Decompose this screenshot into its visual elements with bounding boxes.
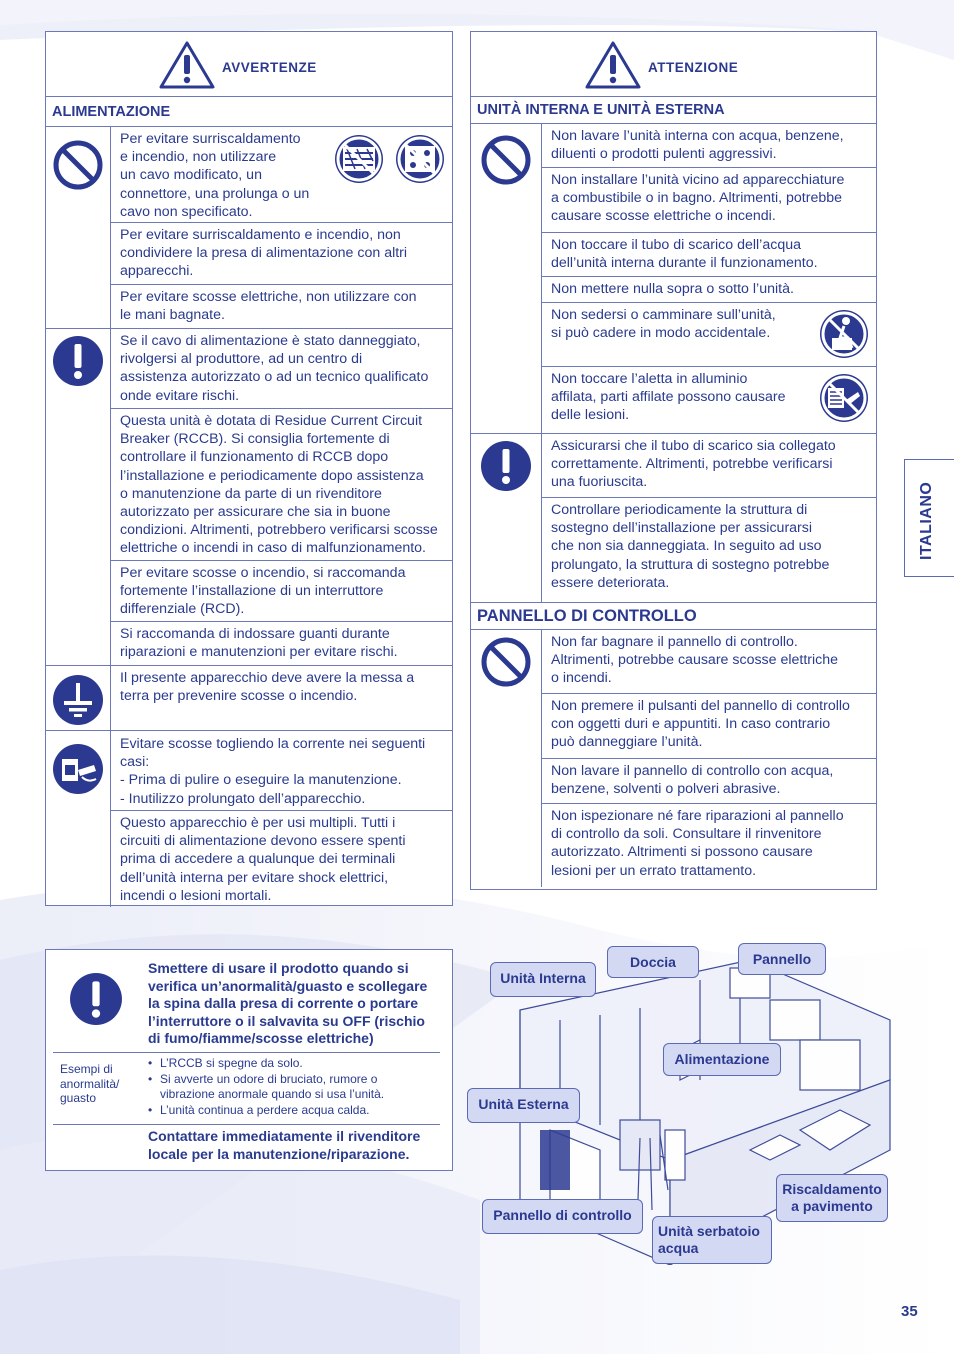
row-line: a combustibile o in bagno. Altrimenti, potrebbe [551,190,843,207]
unita-section-title: UNITÀ INTERNA E UNITÀ ESTERNA [471,97,876,124]
row-line: Controllare periodicamente la struttura di [551,502,808,518]
row-line: Non ispezionare né fare riparazioni al pannello [551,808,844,824]
row-line: autorizzato. Altrimenti si possono causare [551,844,813,861]
caution-row [542,168,876,233]
label-alimentazione: Alimentazione [663,1043,781,1076]
row-line: diluenti o prodotti pulenti aggressivi. [551,146,777,163]
row-line: terra per prevenire scosse o incendio. [120,688,358,705]
row-text: Non sedersi o camminare sull’unità, si può cadere in modo accidentale. [551,307,776,342]
row-line: correttamente. Altrimenti, potrebbe verificarsi [551,456,833,473]
caution-row [542,434,876,498]
row-line: condividere la presa di alimentazione con altri [120,245,408,262]
stop-use-panel [45,949,453,1171]
pannello-section-title: PANNELLO DI CONTROLLO [471,603,876,630]
warning-row [111,329,452,409]
row-line: onde evitare rischi. [120,387,240,404]
row-line: o incendi. [551,670,612,687]
caution-row [542,367,876,433]
row-line: prolungato, la struttura di sostegno potrebbe [551,556,830,573]
row-line: dell’unità interna per evitare shock elettrici, [120,869,389,886]
examples-list [148,1056,438,1118]
unita-mandatory-group [471,434,876,603]
row-line: Non mettere nulla sopra o sotto l’unità. [551,281,794,297]
row-line: differenziale (RCD). [120,601,245,618]
divider [53,1124,440,1125]
caution-row [542,277,876,303]
row-line: Non lavare l’unità interna con acqua, benzene, [551,128,844,144]
label-riscaldamento: Riscaldamento a pavimento [776,1174,888,1222]
row-line: benzene, solventi o polveri abrasive. [551,781,781,798]
no-modified-cable-icon [333,133,385,185]
row-line: le mani bagnate. [120,307,225,324]
row-line: Assicurarsi che il tubo di scarico sia collegato [551,438,836,454]
language-tab [904,459,954,577]
row-line: Altrimenti, potrebbe causare scosse elettriche [551,652,839,669]
row-line: Per evitare surriscaldamento e incendio, non [120,227,401,243]
row-line: Per evitare scosse o incendio, si raccomanda [120,565,406,581]
alimentazione-earth-group [46,666,452,731]
warning-triangle-icon [158,40,216,90]
row-line: una fuoriuscita. [551,474,648,491]
alimentazione-title: ALIMENTAZIONE [46,97,452,127]
warning-row [111,223,452,285]
row-line: Il presente apparecchio deve avere la messa a [120,670,415,686]
no-extension-cord-icon [394,133,446,185]
stop-use-text: Smettere di usare il prodotto quando si verifica un’anormalità/guasto e scollegare la spina dalla presa di corrente o portare l’interruttore o il salvavita su OFF (rischio di fumo/fiamme/scosse elettriche) [148,960,428,1046]
warning-row [111,622,452,665]
avvertenze-header [46,32,452,97]
prohibition-icon [480,636,532,688]
warning-triangle-icon [584,40,642,90]
row-line: prima di accedere a qualunque dei terminali [120,851,396,868]
row-line: fortemente l’installazione di un interruttore [120,583,384,600]
unplug-icon [52,743,104,795]
caution-row [542,303,876,367]
row-line: può danneggiare l’unità. [551,734,703,751]
row-line: Per evitare scosse elettriche, non utilizzare con [120,289,417,305]
row-line: Non toccare il tubo di scarico dell’acqua [551,237,801,253]
warning-row [111,409,452,561]
attenzione-panel [470,31,877,890]
alimentazione-prohibition-group [46,127,452,329]
examples-label: Esempi di anormalità/ guasto [60,1062,120,1105]
warning-row [111,666,452,730]
row-line: o manutenzione da parte di un rivenditore [120,485,382,502]
mandatory-exclamation-icon [480,440,532,492]
row-line: sostegno dell’installazione per assicurarsi [551,520,813,537]
row-line: controllare il funzionamento di RCCB dopo [120,449,389,466]
row-line: apparecchi. [120,263,194,280]
alimentazione-unplug-group [46,731,452,907]
row-text: Non toccare l’aletta in alluminio affilata, parti affilate possono causare delle lesioni. [551,371,786,424]
list-item: • Si avverte un odore di bruciato, rumore o vibrazione anormale quando si usa l’unità. [148,1072,438,1103]
row-line: Questo apparecchio è per usi multipli. Tutti i [120,815,396,831]
row-line: Breaker (RCCB). Si consiglia fortemente di [120,431,390,448]
row-line: Non lavare il pannello di controllo con acqua, [551,763,834,779]
row-line: causare scosse elettriche o incendi. [551,208,776,225]
list-item: • L’RCCB si spegne da solo. [148,1056,438,1072]
divider [53,1052,440,1053]
caution-row [542,694,876,759]
caution-row [542,124,876,168]
caution-row [542,498,876,602]
pannello-prohibition-group [471,630,876,887]
row-line: autorizzato per assicurare che sia in buone [120,504,391,521]
row-line: - Inutilizzo prolungato dell’apparecchio. [120,790,366,807]
row-line: riparazioni e manutenzioni per evitare rischi. [120,644,398,661]
warning-row [111,561,452,622]
mandatory-exclamation-icon [69,972,123,1026]
label-doccia: Doccia [607,946,699,978]
row-line: essere deteriorata. [551,574,670,591]
row-line: Non premere il pulsanti del pannello di controllo [551,698,850,714]
row-line: - Prima di pulire o eseguire la manutenzione. [120,772,402,789]
prohibition-icon [52,139,104,191]
no-sitting-icon [818,308,870,360]
warning-row [111,285,452,328]
row-line: che non sia danneggiata. In seguito ad uso [551,538,822,555]
avvertenze-title: AVVERTENZE [222,60,317,75]
earth-ground-icon [52,674,104,726]
row-line: elettriche o incendi in caso di malfunzionamento. [120,540,426,557]
warning-row [111,127,452,223]
label-unita-esterna: Unità Esterna [467,1088,580,1123]
warning-row [111,811,452,907]
page-number: 35 [901,1303,918,1320]
label-pannello: Pannello [738,943,826,975]
row-text: Per evitare surriscaldamento e incendio, non utilizzare un cavo modificato, un connettore, una prolunga o un cavo non specificato. [120,131,310,220]
attenzione-title: ATTENZIONE [648,60,739,75]
contact-text: Contattare immediatamente il rivenditore locale per la manutenzione/riparazione. [148,1128,421,1162]
row-line: incendi o lesioni mortali. [120,887,272,904]
unita-prohibition-group [471,124,876,434]
row-line: rivolgersi al produttore, ad un centro di [120,351,363,368]
caution-row [542,233,876,277]
row-line: condizioni. Altrimenti, potrebbero verificarsi scosse [120,522,438,539]
row-line: di controllo da soli. Consultare il rinvenitore [551,826,822,843]
list-item: • L’unità continua a perdere acqua calda. [148,1103,438,1119]
row-line: casi: [120,754,150,771]
avvertenze-panel [45,31,453,906]
row-line: lesioni per un errato trattamento. [551,862,757,879]
prohibition-icon [480,134,532,186]
row-line: assistenza autorizzato o ad un tecnico qualificato [120,369,429,386]
no-touch-fin-icon [818,372,870,424]
row-line: con oggetti duri e appuntiti. In caso contrario [551,716,831,733]
mandatory-exclamation-icon [52,335,104,387]
caution-row [542,759,876,804]
language-tab-label: ITALIANO [918,481,935,560]
label-unita-interna: Unità Interna [490,962,596,997]
attenzione-header [471,32,876,97]
row-line: Questa unità è dotata di Residue Current Circuit [120,413,423,429]
alimentazione-mandatory-group [46,329,452,666]
caution-row [542,630,876,694]
row-line: dell’unità interna durante il funzionamento. [551,255,818,272]
label-pannello-controllo: Pannello di controllo [482,1199,643,1234]
warning-row [111,731,452,811]
row-line: Evitare scosse togliendo la corrente nei seguenti [120,736,426,752]
label-serbatoio: Unità serbatoio acqua [652,1216,772,1264]
row-line: Se il cavo di alimentazione è stato danneggiato, [120,333,421,349]
caution-row [542,804,876,887]
row-line: Si raccomanda di indossare guanti durante [120,626,390,642]
row-line: Non installare l’unità vicino ad apparecchiature [551,172,845,188]
row-line: l’installazione e periodicamente dopo assistenza [120,467,424,484]
row-line: Non far bagnare il pannello di controllo. [551,634,798,650]
row-line: circuiti di alimentazione devono essere spenti [120,833,406,850]
